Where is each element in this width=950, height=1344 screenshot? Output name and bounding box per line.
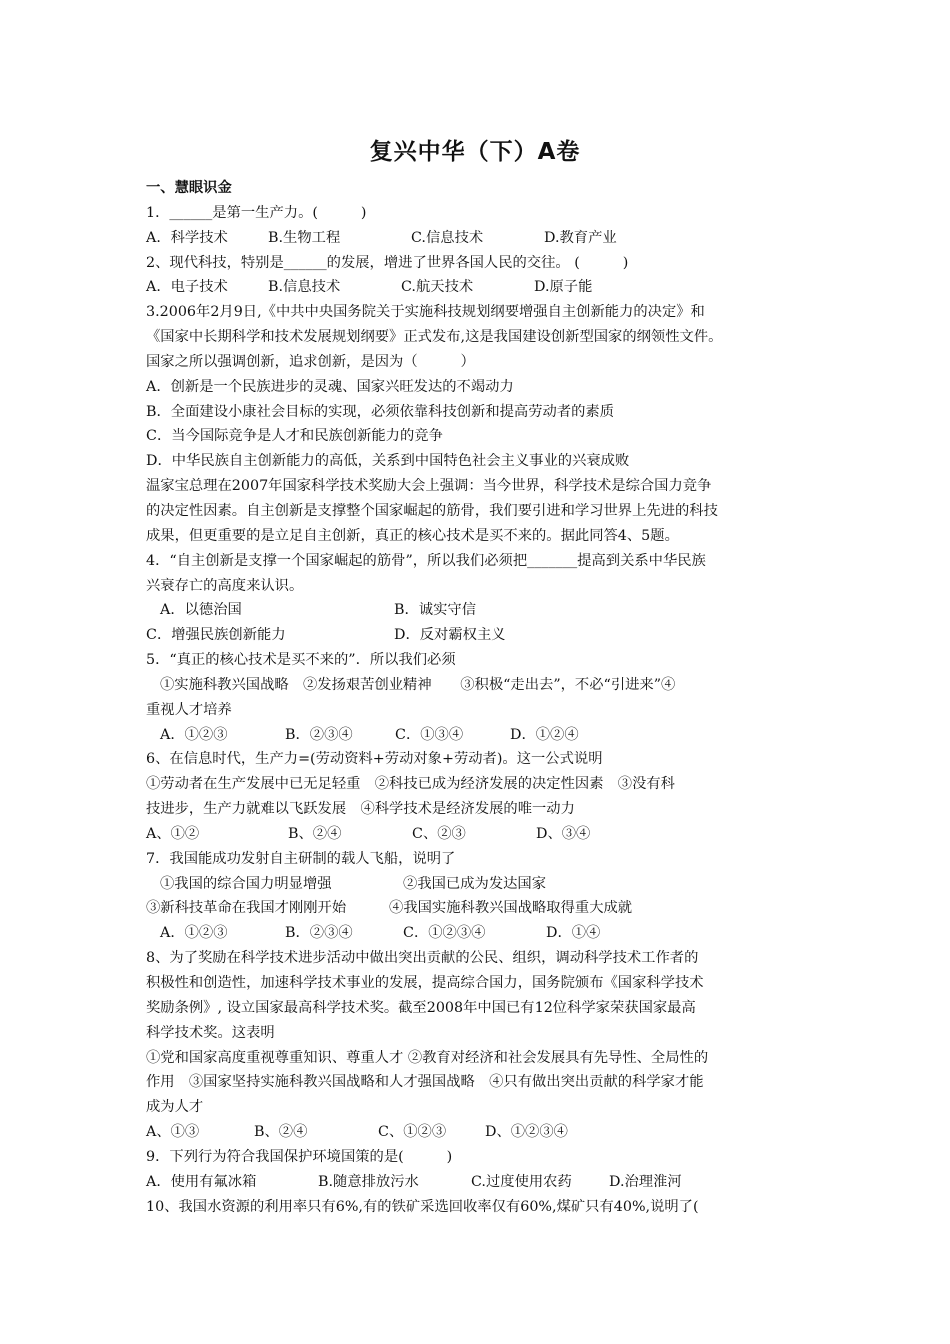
question-5-line: 重视人才培养	[146, 701, 232, 718]
question-9-options	[146, 1170, 811, 1195]
option-c: C．①②③④	[403, 925, 486, 942]
option-c: C．增强民族创新能力	[146, 627, 286, 644]
option-a: A．电子技术	[146, 279, 228, 296]
passage-line: 成果，但更重要的是立足自主创新，真正的核心技术是买不来的。据此同答4、5题。	[146, 527, 679, 544]
question-2-options	[146, 275, 811, 300]
question-8-line: 科学技术奖。这表明	[146, 1024, 275, 1041]
option-c: C．①③④	[395, 726, 464, 743]
question-6-line: ①劳动者在生产发展中已无足轻重 ②科技已成为经济发展的决定性因素 ③没有科	[146, 776, 675, 793]
question-8-line: 奖励条例》, 设立国家最高科学技术奖。截至2008年中国已有12位科学家荣获国家最高	[146, 999, 696, 1016]
question-4-line: 4．“自主创新是支撑一个国家崛起的筋骨”，所以我们必须把_______提高到关系中华民族	[146, 552, 706, 569]
question-4-options-row1	[146, 598, 811, 623]
question-3-option-c: C．当今国际竞争是人才和民族创新能力的竞争	[146, 428, 443, 445]
option-c: C、①②③	[378, 1124, 447, 1141]
question-2-stem: 2、现代科技，特别是______的发展，增进了世界各国人民的交往。 ( )	[146, 254, 629, 271]
question-7-options	[146, 921, 811, 946]
question-3-line: 《国家中长期科学和技术发展规划纲要》正式发布,这是我国建设创新型国家的纲领性文件。	[146, 329, 723, 346]
option-b: B、②④	[288, 825, 342, 842]
question-8-options	[146, 1120, 811, 1145]
question-8-line: 作用 ③国家坚持实施科教兴国战略和人才强国战略 ④只有做出突出贡献的科学家才能	[146, 1074, 704, 1091]
option-b: B．②③④	[285, 925, 353, 942]
option-c: C、②③	[412, 825, 466, 842]
passage-line: 温家宝总理在2007年国家科学技术奖励大会上强调：当今世界，科学技术是综合国力竞争	[146, 478, 712, 495]
option-d: D．①④	[546, 925, 601, 942]
option-b: B．②③④	[285, 726, 353, 743]
passage-line: 的决定性因素。自主创新是支撑整个国家崛起的筋骨，我们要引进和学习世界上先进的科技	[146, 502, 718, 519]
question-9-stem: 9．下列行为符合我国保护环境国策的是( )	[146, 1148, 453, 1165]
option-d: D.治理淮河	[609, 1173, 682, 1190]
question-7-line: ③新科技革命在我国才刚刚开始 ④我国实施科教兴国战略取得重大成就	[146, 900, 633, 917]
option-c: C.过度使用农药	[471, 1173, 572, 1190]
option-a: A．以德治国	[160, 602, 242, 619]
question-5-line: ①实施科教兴国战略 ②发扬艰苦创业精神 ③积极“走出去”，不必“引进来”④	[160, 676, 676, 693]
option-a: A．使用有氟冰箱	[146, 1173, 257, 1190]
option-c: C.信息技术	[411, 229, 484, 246]
question-8-line: ①党和国家高度重视尊重知识、尊重人才 ②教育对经济和社会发展具有先导性、全局性的	[146, 1049, 709, 1066]
option-d: D．①②④	[510, 726, 579, 743]
option-b: B、②④	[254, 1124, 308, 1141]
question-8-line: 积极性和创造性，加速科学技术事业的发展，提高综合国力，国务院颁布《国家科学技术	[146, 975, 704, 991]
question-1-options	[146, 226, 811, 251]
option-d: D.教育产业	[544, 229, 617, 246]
option-d: D.原子能	[534, 279, 593, 296]
option-d: D、①②③④	[485, 1124, 568, 1141]
question-6-line: 技进步，生产力就难以飞跃发展 ④科学技术是经济发展的唯一动力	[146, 801, 575, 818]
question-3-line: 国家之所以强调创新，追求创新，是因为（ ）	[146, 353, 475, 370]
page-title: 复兴中华（下）A卷	[369, 139, 581, 165]
option-a: A．①②③	[160, 726, 228, 743]
question-7-line: 7．我国能成功发射自主研制的载人飞船，说明了	[146, 850, 456, 867]
option-a: A．科学技术	[146, 229, 228, 246]
question-5-line: 5．“真正的核心技术是买不来的”．所以我们必须	[146, 652, 456, 669]
question-3-option-a: A．创新是一个民族进步的灵魂、国家兴旺发达的不竭动力	[146, 378, 514, 395]
question-3-option-d: D．中华民族自主创新能力的高低，关系到中国特色社会主义事业的兴衰成败	[146, 453, 630, 470]
option-d: D、③④	[536, 825, 591, 842]
question-5-options	[146, 723, 811, 748]
question-4-options-row2	[146, 623, 811, 648]
option-d: D．反对霸权主义	[394, 627, 506, 644]
question-7-line: ①我国的综合国力明显增强 ②我国已成为发达国家	[160, 875, 547, 892]
question-6-line: 6、在信息时代，生产力=(劳动资料+劳动对象+劳动者)。这一公式说明	[146, 751, 603, 768]
option-a: A、①③	[146, 1124, 200, 1141]
option-a: A．①②③	[160, 925, 228, 942]
option-b: B.随意排放污水	[318, 1173, 419, 1190]
question-3-line: 3.2006年2月9日,《中共中央国务院关于实施科技规划纲要增强自主创新能力的决定》和	[146, 304, 705, 321]
option-c: C.航天技术	[401, 279, 474, 296]
exam-body	[146, 176, 811, 1219]
question-8-line: 成为人才	[146, 1099, 204, 1116]
section-heading: 一、慧眼识金	[146, 180, 232, 196]
question-3-option-b: B．全面建设小康社会目标的实现，必须依靠科技创新和提高劳动者的素质	[146, 403, 615, 420]
question-10-stem: 10、我国水资源的利用率只有6%,有的铁矿采选回收率仅有60%,煤矿只有40%,说明了(	[146, 1198, 699, 1215]
question-4-line: 兴衰存亡的高度来认识。	[146, 577, 304, 594]
option-b: B.生物工程	[268, 229, 341, 246]
option-b: B．诚实守信	[394, 602, 476, 619]
option-a: A、①②	[146, 825, 200, 842]
question-8-line: 8、为了奖励在科学技术进步活动中做出突出贡献的公民、组织，调动科学技术工作者的	[146, 950, 699, 967]
question-6-options	[146, 822, 811, 847]
question-1-stem: 1．______是第一生产力。( )	[146, 204, 367, 221]
option-b: B.信息技术	[268, 279, 341, 296]
